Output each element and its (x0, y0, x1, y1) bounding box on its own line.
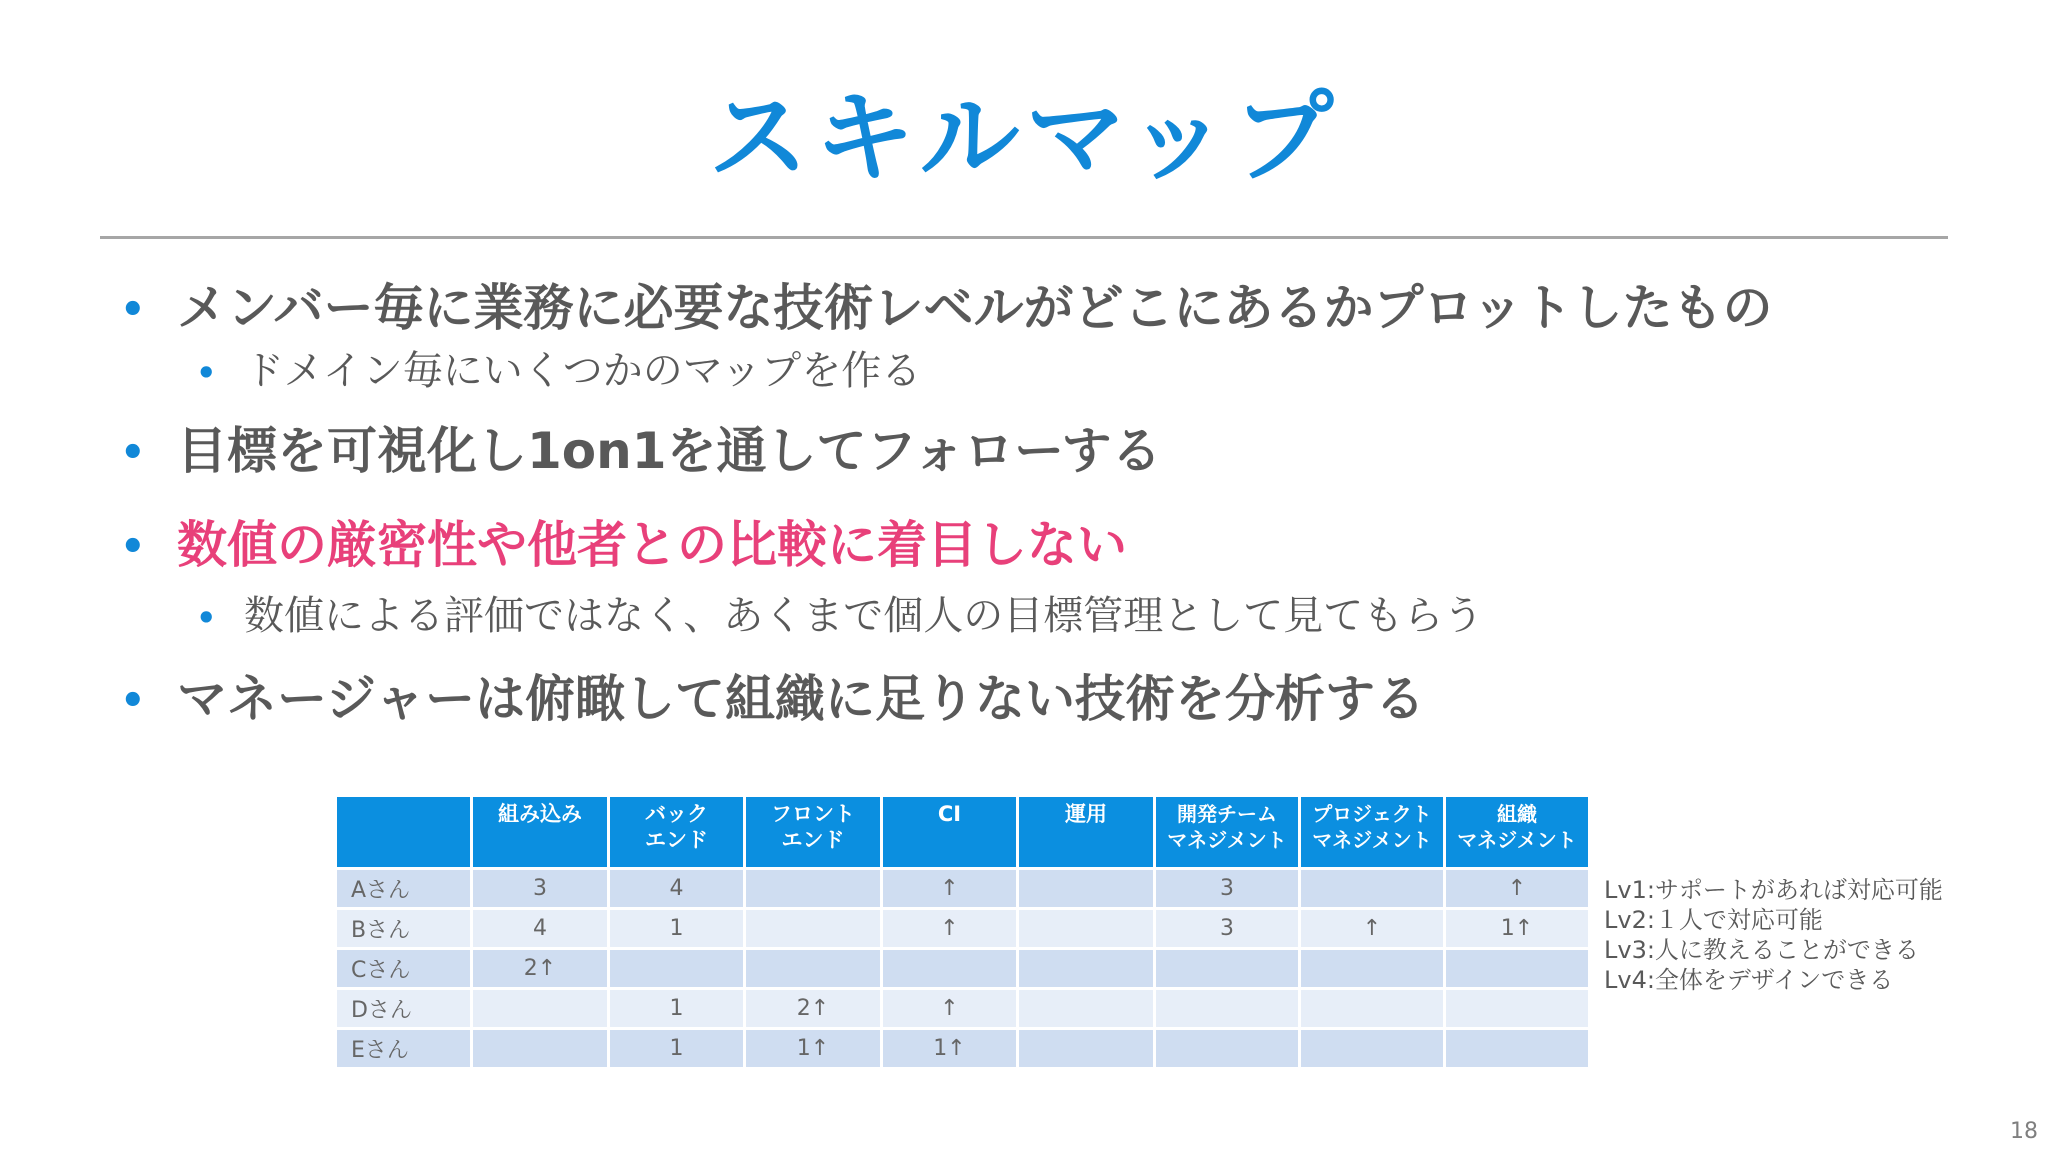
table-row (336, 949, 1590, 989)
table-cell (745, 949, 882, 989)
bullet-dot-icon: • (120, 287, 146, 333)
legend-line: Lv2:１人で対応可能 (1604, 906, 1823, 934)
header-cell: バック エンド (609, 796, 745, 869)
table-cell: 1↑ (882, 1029, 1018, 1069)
table-cell: 1↑ (745, 1029, 882, 1069)
table-cell: ↑ (1300, 909, 1445, 949)
table-cell: 3 (1155, 909, 1300, 949)
table-cell (1300, 869, 1445, 909)
table-cell: ↑ (1445, 869, 1590, 909)
bullet-text: 数値の厳密性や他者との比較に着目しない (177, 516, 1127, 574)
table-cell (1445, 949, 1590, 989)
level-legend (1604, 875, 1943, 995)
page-number: 18 (2010, 1119, 2038, 1144)
header-cell-corner (336, 796, 472, 869)
table-cell (609, 949, 745, 989)
table-cell (745, 909, 882, 949)
header-cell: プロジェクト マネジメント (1300, 796, 1445, 869)
table-cell: ↑ (882, 869, 1018, 909)
bullet-dot-icon: • (120, 524, 146, 570)
table-cell (1018, 1029, 1155, 1069)
table-cell: 1 (609, 1029, 745, 1069)
table-cell (1300, 989, 1445, 1029)
table-cell: 4 (472, 909, 609, 949)
slide-title: スキルマップ (708, 79, 1340, 196)
legend-line: Lv1:サポートがあれば対応可能 (1604, 876, 1943, 904)
table-cell (1155, 1029, 1300, 1069)
row-name-cell: Dさん (336, 989, 472, 1029)
header-cell: 運用 (1018, 796, 1155, 869)
table-cell: 1 (609, 909, 745, 949)
sub-bullet-text: 数値による評価ではなく、あくまで個人の目標管理として見てもらう (244, 593, 1484, 639)
table-cell: 4 (609, 869, 745, 909)
table-cell (745, 869, 882, 909)
table-cell (472, 989, 609, 1029)
table-cell: ↑ (882, 989, 1018, 1029)
table-cell (472, 1029, 609, 1069)
table-cell (1445, 1029, 1590, 1069)
bullet-text: マネージャーは俯瞰して組織に足りない技術を分析する (177, 670, 1425, 728)
table-cell: 3 (472, 869, 609, 909)
table-cell (1155, 949, 1300, 989)
table-row (336, 1029, 1590, 1069)
bullet-dot-icon: • (120, 678, 146, 724)
table-cell: 1 (609, 989, 745, 1029)
table-cell: 2↑ (472, 949, 609, 989)
skill-map-table (334, 794, 1591, 1070)
row-name-cell: Eさん (336, 1029, 472, 1069)
header-cell: 組み込み (472, 796, 609, 869)
table-row (336, 989, 1590, 1029)
bullet-dot-icon: • (196, 599, 217, 637)
header-cell: 組織 マネジメント (1445, 796, 1590, 869)
table-row (336, 909, 1590, 949)
table-cell (1018, 949, 1155, 989)
sub-bullet-text: ドメイン毎にいくつかのマップを作る (244, 348, 922, 394)
table-row (336, 869, 1590, 909)
table-cell (1018, 869, 1155, 909)
table-cell (1300, 949, 1445, 989)
table-cell (882, 949, 1018, 989)
bullet-text: メンバー毎に業務に必要な技術レベルがどこにあるかプロットしたもの (177, 279, 1773, 337)
bullet-dot-icon: • (120, 430, 146, 476)
legend-line: Lv4:全体をデザインできる (1604, 966, 1894, 994)
table-cell (1300, 1029, 1445, 1069)
table-cell (1018, 989, 1155, 1029)
table-cell: 1↑ (1445, 909, 1590, 949)
table-header-row (336, 796, 1590, 869)
table-cell (1018, 909, 1155, 949)
row-name-cell: Cさん (336, 949, 472, 989)
bullet-text: 目標を可視化し1on1を通してフォローする (177, 422, 1162, 480)
table-cell (1155, 989, 1300, 1029)
header-cell: フロント エンド (745, 796, 882, 869)
table-cell: 3 (1155, 869, 1300, 909)
row-name-cell: Bさん (336, 909, 472, 949)
legend-line: Lv3:人に教えることができる (1604, 936, 1919, 964)
table-cell (1445, 989, 1590, 1029)
table-cell: 2↑ (745, 989, 882, 1029)
table-cell: ↑ (882, 909, 1018, 949)
header-cell: 開発チーム マネジメント (1155, 796, 1300, 869)
bullet-dot-icon: • (196, 354, 217, 392)
row-name-cell: Aさん (336, 869, 472, 909)
header-cell: CI (882, 796, 1018, 869)
